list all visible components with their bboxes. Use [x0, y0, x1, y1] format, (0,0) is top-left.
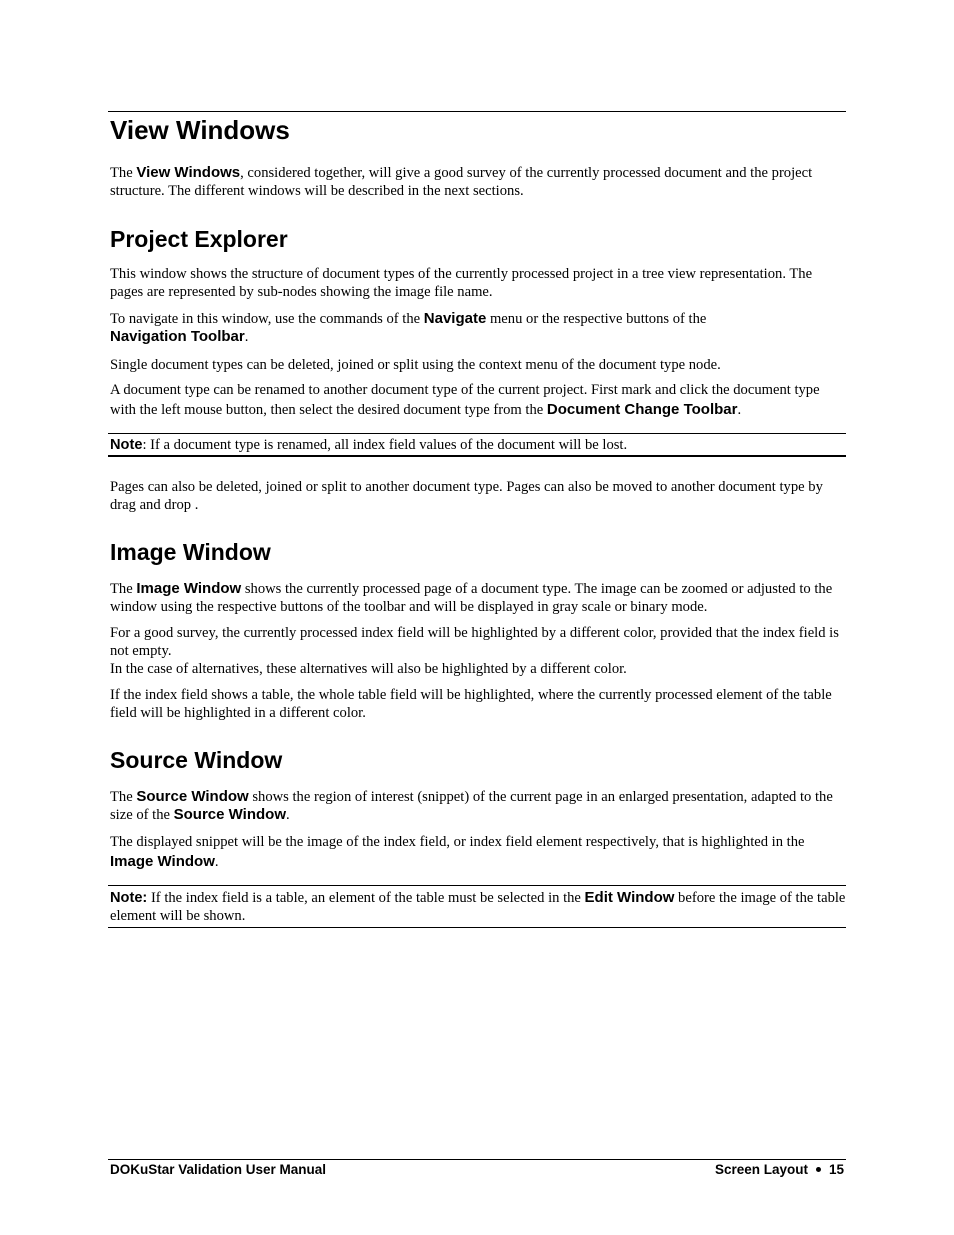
- view-windows-intro: The View Windows, considered together, will give a good survey of the currently processed document and the project structure. The different windows will be described in the next sections.: [110, 164, 813, 199]
- source-note-rule-bottom: [108, 927, 846, 928]
- image-window-paragraph-1: The Image Window shows the currently processed page of a document type. The image can be zoomed or adjusted to the window using the respective buttons of the toolbar and will be displayed in gray scale or binary mode.: [110, 580, 833, 615]
- note-rule-bottom: [108, 455, 846, 457]
- source-note-rule-top: [108, 885, 846, 886]
- page-title: View Windows: [110, 115, 290, 145]
- project-explorer-paragraph-1: This window shows the structure of document types of the currently processed project in a tree view representation. The pages are represented by sub-nodes showing the image file name.: [110, 266, 813, 300]
- source-window-note: Note: If the index field is a table, an element of the table must be selected in the Edit Window before the image of the table element will be shown.: [110, 889, 846, 924]
- footer-page-number: 15: [828, 1162, 844, 1177]
- project-explorer-note: Note: If a document type is renamed, all index field values of the document will be lost.: [110, 437, 628, 453]
- image-window-paragraph-2: For a good survey, the currently processed index field will be highlighted by a different color, provided that the index field is not empty. In the case of alternatives, these alternatives will also be highlighted by a different color.: [110, 625, 839, 677]
- project-explorer-paragraph-3: Single document types can be deleted, joined or split using the context menu of the document type node.: [110, 357, 721, 373]
- project-explorer-heading: Project Explorer: [110, 226, 288, 252]
- source-window-heading: Source Window: [110, 747, 283, 773]
- project-explorer-paragraph-5: Pages can also be deleted, joined or split to another document type. Pages can also be moved to another document type by drag and drop .: [110, 479, 823, 513]
- footer-rule: [108, 1159, 846, 1160]
- project-explorer-paragraph-2: To navigate in this window, use the commands of the Navigate menu or the respective buttons of the Navigation Toolbar.: [110, 310, 707, 345]
- note-rule-top: [108, 433, 846, 434]
- footer-manual-title: DOKuStar Validation User Manual: [110, 1162, 327, 1177]
- image-window-heading: Image Window: [110, 539, 271, 565]
- image-window-paragraph-3: If the index field shows a table, the whole table field will be highlighted, where the currently processed element of the table field will be highlighted in a different color.: [110, 687, 832, 721]
- source-window-paragraph-1: The Source Window shows the region of interest (snippet) of the current page in an enlarged presentation, adapted to the size of the Source Window.: [110, 788, 833, 823]
- project-explorer-paragraph-4: A document type can be renamed to another document type of the current project. First mark and click the document type with the left mouse button, then select the desired document type from the Document Change Toolbar.: [110, 382, 820, 418]
- source-window-paragraph-2: The displayed snippet will be the image of the index field, or index field element respectively, that is highlighted in the Image Window.: [110, 834, 805, 870]
- bullet-icon: [816, 1167, 821, 1172]
- footer-section: Screen Layout: [714, 1162, 808, 1177]
- footer-section-page: [715, 1162, 844, 1178]
- header-rule: [108, 111, 846, 112]
